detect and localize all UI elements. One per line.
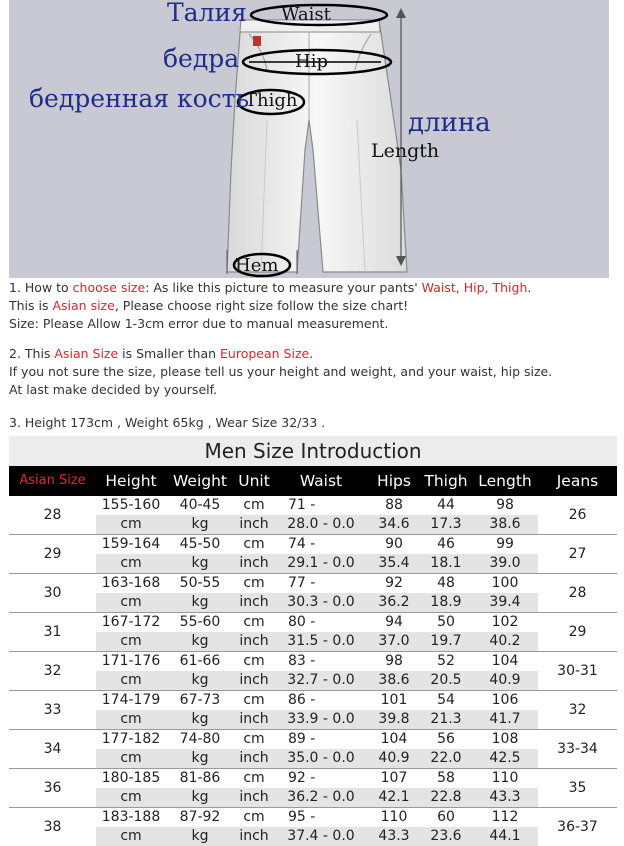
cell-jeans: 33-34 [538, 730, 617, 768]
cell-asian-size: 33 [9, 691, 96, 729]
cell-waist-inch: 31.5 - 0.0 [274, 632, 368, 651]
cell-weight-inch: kg [166, 788, 234, 807]
cell-thigh: 44 [437, 497, 455, 513]
cell-hips-inch: 42.1 [368, 788, 420, 807]
cell-thigh-inch: 17.3 [420, 515, 472, 534]
cell-waist-inch: 30.3 - 0.0 [274, 593, 368, 612]
cell-jeans: 26 [538, 496, 617, 534]
table-row [9, 808, 617, 846]
table-row [9, 652, 617, 691]
column-header-jeans: Jeans [538, 466, 617, 496]
note-how-to-choose: 1. How to choose size: As like this picture to measure your pants' Waist, Hip, Thigh. [9, 280, 532, 295]
cell-height-inch: cm [96, 554, 166, 573]
table-row [9, 613, 617, 652]
cell-hips: 98 [385, 653, 403, 669]
cell-unit-inch: inch [234, 788, 274, 807]
cell-thigh: 50 [437, 614, 455, 630]
cell-height-inch: cm [96, 671, 166, 690]
cell-hips-inch: 43.3 [368, 827, 420, 846]
cell-weight-inch: kg [166, 515, 234, 534]
cell-length-inch: 44.1 [472, 827, 538, 846]
cell-height-inch: cm [96, 593, 166, 612]
length-label-ru: длина [408, 108, 491, 138]
cell-height: 171-176 [101, 653, 161, 669]
note-decide: At last make decided by yourself. [9, 382, 218, 397]
cell-waist: 92 - [288, 770, 316, 786]
cell-asian-size: 31 [9, 613, 96, 651]
cell-thigh: 58 [437, 770, 455, 786]
cell-thigh: 54 [437, 692, 455, 708]
column-header-thigh: Thigh [420, 466, 472, 496]
hip-label-ru: бедра [163, 44, 240, 73]
cell-height-inch: cm [96, 827, 166, 846]
cell-weight: 50-55 [179, 575, 221, 591]
cell-hips-inch: 37.0 [368, 632, 420, 651]
cell-weight: 40-45 [179, 497, 221, 513]
pants-illustration [9, 0, 609, 278]
cell-hips: 110 [380, 809, 408, 825]
cell-hips: 90 [385, 536, 403, 552]
note-european-size: 2. This Asian Size is Smaller than European Size. [9, 346, 314, 361]
hem-label: Hem [235, 255, 279, 276]
cell-height: 159-164 [101, 536, 161, 552]
cell-height: 167-172 [101, 614, 161, 630]
cell-asian-size: 38 [9, 808, 96, 846]
cell-waist: 95 - [288, 809, 316, 825]
cell-unit-inch: inch [234, 593, 274, 612]
cell-weight: 81-86 [179, 770, 221, 786]
cell-height-inch: cm [96, 749, 166, 768]
cell-hips: 94 [385, 614, 403, 630]
cell-length: 108 [491, 731, 519, 747]
thigh-label: Thigh [245, 90, 298, 111]
cell-asian-size: 36 [9, 769, 96, 807]
cell-jeans: 30-31 [538, 652, 617, 690]
cell-unit: cm [243, 536, 265, 552]
cell-length: 99 [496, 536, 514, 552]
cell-thigh-inch: 22.8 [420, 788, 472, 807]
cell-height-inch: cm [96, 788, 166, 807]
column-header-asian-size: Asian Size [9, 466, 96, 496]
cell-jeans: 29 [538, 613, 617, 651]
cell-weight: 45-50 [179, 536, 221, 552]
cell-weight-inch: kg [166, 671, 234, 690]
cell-height: 155-160 [101, 497, 161, 513]
waist-label: Waist [281, 4, 331, 25]
cell-jeans: 35 [538, 769, 617, 807]
cell-weight: 61-66 [179, 653, 221, 669]
table-row [9, 769, 617, 808]
cell-hips-inch: 35.4 [368, 554, 420, 573]
cell-hips: 101 [380, 692, 408, 708]
cell-hips: 107 [380, 770, 408, 786]
column-header-unit: Unit [234, 466, 274, 496]
column-header-hips: Hips [368, 466, 420, 496]
note-unsure-size: If you not sure the size, please tell us your height and weight, and your waist, hip size. [9, 364, 553, 379]
cell-thigh: 46 [437, 536, 455, 552]
cell-thigh-inch: 18.1 [420, 554, 472, 573]
note-error-allowance: Size: Please Allow 1-3cm error due to manual measurement. [9, 316, 389, 331]
cell-thigh-inch: 19.7 [420, 632, 472, 651]
size-notes [9, 279, 617, 432]
cell-asian-size: 32 [9, 652, 96, 690]
cell-waist-inch: 32.7 - 0.0 [274, 671, 368, 690]
cell-length: 112 [491, 809, 519, 825]
cell-height: 183-188 [101, 809, 161, 825]
cell-length: 100 [491, 575, 519, 591]
column-header-length: Length [472, 466, 538, 496]
cell-length-inch: 42.5 [472, 749, 538, 768]
cell-height: 174-179 [101, 692, 161, 708]
cell-thigh: 56 [437, 731, 455, 747]
cell-hips-inch: 36.2 [368, 593, 420, 612]
cell-jeans: 28 [538, 574, 617, 612]
cell-unit-inch: inch [234, 749, 274, 768]
cell-unit-inch: inch [234, 632, 274, 651]
cell-waist: 77 - [288, 575, 316, 591]
cell-height: 180-185 [101, 770, 161, 786]
table-row [9, 730, 617, 769]
cell-weight-inch: kg [166, 593, 234, 612]
cell-asian-size: 34 [9, 730, 96, 768]
cell-weight-inch: kg [166, 749, 234, 768]
cell-unit-inch: inch [234, 554, 274, 573]
table-row [9, 574, 617, 613]
cell-waist: 83 - [288, 653, 316, 669]
column-header-waist: Waist [274, 466, 368, 496]
cell-length: 106 [491, 692, 519, 708]
cell-weight: 67-73 [179, 692, 221, 708]
cell-unit: cm [243, 770, 265, 786]
cell-unit: cm [243, 614, 265, 630]
cell-length: 102 [491, 614, 519, 630]
cell-thigh-inch: 18.9 [420, 593, 472, 612]
cell-waist-inch: 33.9 - 0.0 [274, 710, 368, 729]
cell-waist: 71 - [288, 497, 316, 513]
cell-height: 163-168 [101, 575, 161, 591]
cell-height: 177-182 [101, 731, 161, 747]
cell-waist-inch: 35.0 - 0.0 [274, 749, 368, 768]
table-row [9, 496, 617, 535]
cell-weight-inch: kg [166, 554, 234, 573]
cell-thigh-inch: 20.5 [420, 671, 472, 690]
cell-waist: 89 - [288, 731, 316, 747]
pants-measurement-diagram [9, 0, 609, 278]
cell-thigh-inch: 21.3 [420, 710, 472, 729]
cell-height-inch: cm [96, 515, 166, 534]
cell-weight: 74-80 [179, 731, 221, 747]
cell-length-inch: 39.0 [472, 554, 538, 573]
column-header-weight: Weight [166, 466, 234, 496]
cell-asian-size: 28 [9, 496, 96, 534]
cell-unit: cm [243, 809, 265, 825]
cell-weight-inch: kg [166, 710, 234, 729]
cell-asian-size: 29 [9, 535, 96, 573]
cell-unit-inch: inch [234, 515, 274, 534]
cell-length: 104 [491, 653, 519, 669]
cell-waist-inch: 28.0 - 0.0 [274, 515, 368, 534]
cell-waist: 80 - [288, 614, 316, 630]
cell-unit: cm [243, 497, 265, 513]
note-example-wearer: 3. Height 173cm , Weight 65kg , Wear Size 32/33 . [9, 415, 326, 430]
cell-unit: cm [243, 653, 265, 669]
column-header-height: Height [96, 466, 166, 496]
cell-thigh: 52 [437, 653, 455, 669]
cell-length: 98 [496, 497, 514, 513]
cell-thigh: 60 [437, 809, 455, 825]
waist-label-ru: Талия [167, 0, 247, 27]
cell-waist: 74 - [288, 536, 316, 552]
cell-unit: cm [243, 692, 265, 708]
cell-hips-inch: 40.9 [368, 749, 420, 768]
cell-unit: cm [243, 575, 265, 591]
cell-weight: 55-60 [179, 614, 221, 630]
cell-weight-inch: kg [166, 827, 234, 846]
cell-jeans: 32 [538, 691, 617, 729]
note-asian-size: This is Asian size, Please choose right size follow the size chart! [9, 298, 409, 313]
cell-hips: 88 [385, 497, 403, 513]
table-row [9, 691, 617, 730]
hip-label: Hip [295, 51, 328, 72]
size-table-title: Men Size Introduction [9, 436, 617, 466]
cell-length-inch: 40.2 [472, 632, 538, 651]
cell-hips: 104 [380, 731, 408, 747]
cell-hips-inch: 39.8 [368, 710, 420, 729]
table-row [9, 535, 617, 574]
cell-thigh-inch: 22.0 [420, 749, 472, 768]
cell-thigh: 48 [437, 575, 455, 591]
cell-unit: cm [243, 731, 265, 747]
cell-waist-inch: 29.1 - 0.0 [274, 554, 368, 573]
cell-unit-inch: inch [234, 710, 274, 729]
cell-height-inch: cm [96, 710, 166, 729]
cell-hips-inch: 34.6 [368, 515, 420, 534]
cell-height-inch: cm [96, 632, 166, 651]
cell-waist-inch: 37.4 - 0.0 [274, 827, 368, 846]
cell-length-inch: 43.3 [472, 788, 538, 807]
cell-length-inch: 40.9 [472, 671, 538, 690]
cell-thigh-inch: 23.6 [420, 827, 472, 846]
cell-length-inch: 39.4 [472, 593, 538, 612]
cell-asian-size: 30 [9, 574, 96, 612]
cell-unit-inch: inch [234, 671, 274, 690]
thigh-label-ru: бедренная кость [29, 84, 250, 113]
cell-hips-inch: 38.6 [368, 671, 420, 690]
cell-jeans: 27 [538, 535, 617, 573]
cell-length-inch: 41.7 [472, 710, 538, 729]
cell-unit-inch: inch [234, 827, 274, 846]
cell-length: 110 [491, 770, 519, 786]
cell-waist: 86 - [288, 692, 316, 708]
cell-hips: 92 [385, 575, 403, 591]
cell-weight-inch: kg [166, 632, 234, 651]
cell-weight: 87-92 [179, 809, 221, 825]
length-label: Length [371, 140, 440, 162]
cell-waist-inch: 36.2 - 0.0 [274, 788, 368, 807]
cell-length-inch: 38.6 [472, 515, 538, 534]
cell-jeans: 36-37 [538, 808, 617, 846]
